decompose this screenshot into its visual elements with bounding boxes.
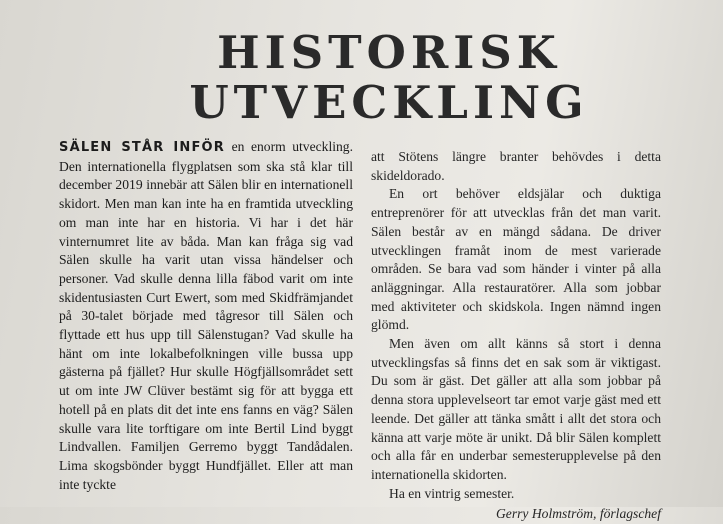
right-column: [371, 148, 661, 524]
lead-in: SÄLEN STÅR INFÖR: [59, 140, 225, 155]
right-paragraph-2: En ort behöver eldsjälar och duktiga entreprenörer för att utvecklas från det man varit. Sälen består av en mängd sådana. De driver utvecklingen framåt inom de mest varierade områden. Se bara vad som händer i vinter på alla anläggningar. Alla restauratörer. Alla som jobbar med aktiviteter och skidskola. Ingen nämnd ingen glömd.: [371, 186, 661, 333]
title-line-2: UTVECKLING: [189, 76, 589, 129]
left-column: [59, 138, 353, 494]
left-paragraph: [59, 138, 353, 494]
right-paragraph-1: att Stötens längre branter behövdes i detta skideldorado.: [371, 149, 661, 183]
left-body-text: en enorm utveckling. Den internationella flygplatsen som ska stå klar till december 2019 innebär att Sälen blir en internationell skidort. Men man kan inte ha en framtida utveckling om man inte har en historia. Vi har i det här vinternumret lite av båda. Man kan fråga sig vad Sälen skulle ha varit utan vissa händelser och personer. Vad skulle denna lilla fäbod varit om inte skidentusiasten Curt Ewert, som med Skidfrämjandet på 30-talet började med tågresor till Sälen och flyttade ett hus upp till Sälenstugan? Vad skulle ha hänt om inte lokalbefolkningen ville bussa upp gästerna på fjället? Hur skulle Högfjällsområdet sett ut om inte JW Clüver bestämt sig för att bygga ett hotell på en plats dit det inte ens fanns en väg? Sälen skulle vara lite torftigare om inte Bertil Lind byggt Lindvallen. Familjen Gerremo byggt Tandådalen. Lima skogsbönder byggt Hundfjället. Eller att man inte tyckte: [59, 139, 354, 492]
page-title: [0, 28, 723, 128]
right-paragraph-3: Men även om allt känns så stort i denna utvecklingsfas så finns det en sak som är viktigast. Du som är gäst. Det gäller att alla som jobbar på denna stora upplevelseort tar emot varje gäst med ett leende. Det gäller att tänka smått i allt det stora och känna att varje möte är unikt. Då blir Sälen komplett och alla får en underbar semesterupplevelse på den internationella skidorten.: [371, 336, 661, 482]
title-line-1: HISTORISK: [217, 26, 561, 79]
closing-line: Ha en vintrig semester.: [389, 485, 515, 501]
signature: Gerry Holmström, förlagschef: [495, 506, 661, 522]
